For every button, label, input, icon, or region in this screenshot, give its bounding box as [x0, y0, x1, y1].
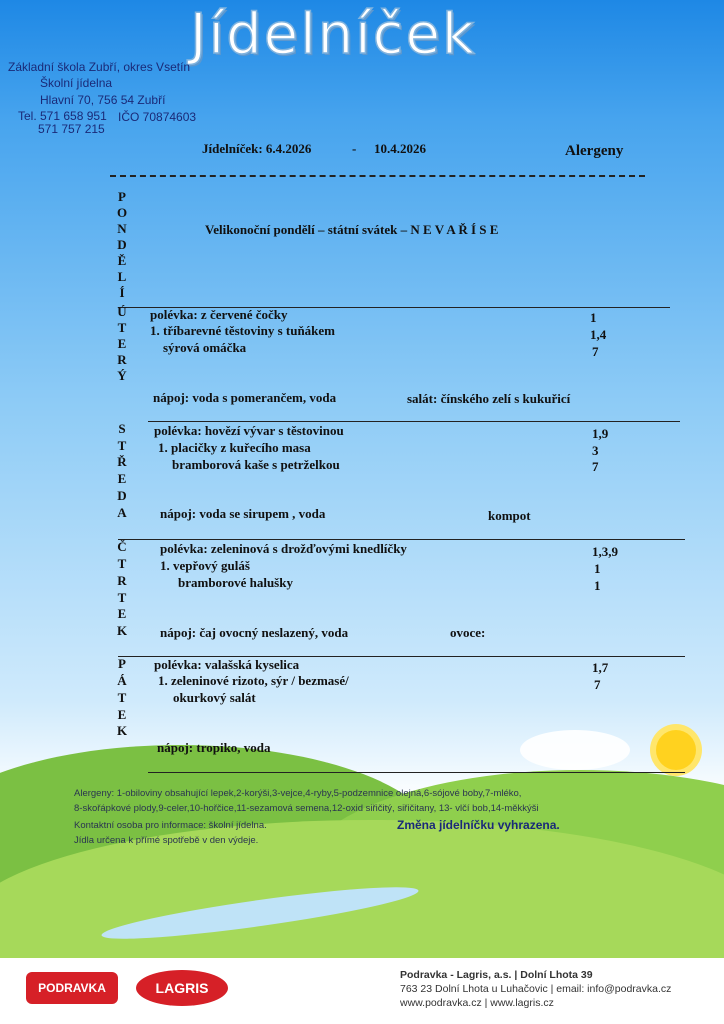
- drink-item: nápoj: voda s pomerančem, voda: [153, 390, 337, 405]
- school-phone2: 571 757 215: [38, 122, 105, 136]
- allergen-legend: Alergeny: 1-obiloviny obsahující lepek,2-korýši,3-vejce,4-ryby,5-podzemnice olejná,6-sójové boby,7-mléko,: [74, 788, 522, 799]
- served-note: Jídla určena k přímé spotřebě v den výdeje.: [74, 835, 259, 846]
- day-letter: Ě: [117, 253, 127, 268]
- day-divider: [148, 772, 685, 773]
- allergen-soup: 1,7: [592, 660, 609, 675]
- podravka-logo: PODRAVKA: [26, 972, 118, 1004]
- day-letter: T: [117, 438, 127, 453]
- side-dish: bramborová kaše s petrželkou: [172, 457, 340, 472]
- day-letter: T: [117, 590, 127, 605]
- allergen-side: 7: [592, 344, 599, 359]
- day-letter: Č: [117, 539, 127, 554]
- day-letter: E: [117, 471, 127, 486]
- day-letter: T: [117, 690, 127, 705]
- day-letter: O: [116, 205, 128, 220]
- school-name: Základní škola Zubří, okres Vsetín: [8, 60, 191, 74]
- soup-item: polévka: hovězí vývar s těstovinou: [154, 423, 344, 438]
- side-dish: bramborové halušky: [178, 575, 293, 590]
- drink-item: nápoj: voda se sirupem , voda: [160, 506, 326, 521]
- kitchen-note: Kontaktní osoba pro informace: školní jídelna.: [74, 820, 267, 831]
- allergen-main: 3: [592, 443, 599, 458]
- side-dish: sýrová omáčka: [163, 340, 247, 355]
- holiday-note: Velikonoční pondělí – státní svátek – N E V A Ř Í S E: [205, 222, 499, 237]
- day-letter: Í: [119, 285, 125, 300]
- day-letter: R: [117, 573, 127, 588]
- extra-item: salát: čínského zelí s kukuřicí: [407, 391, 571, 406]
- soup-item: polévka: zeleninová s drožďovými knedlíčky: [160, 541, 407, 556]
- soup-item: polévka: valašská kyselica: [154, 657, 300, 672]
- allergen-side: 1: [594, 578, 601, 593]
- allergen-legend: 8-skořápkové plody,9-celer,10-hořčice,11-sezamová semena,12-oxid siřičitý, siřičitany, 13- vlčí bob,14-měkkýši: [74, 803, 539, 814]
- menu-period-end: 10.4.2026: [374, 141, 426, 156]
- day-letter: E: [117, 707, 127, 722]
- company-web: www.podravka.cz | www.lagris.cz: [400, 997, 554, 1009]
- extra-item: kompot: [488, 508, 531, 523]
- day-letter: Ř: [117, 454, 127, 469]
- day-letter: K: [116, 623, 128, 638]
- allergen-main: 1: [594, 561, 601, 576]
- allergen-soup: 1,9: [592, 426, 609, 441]
- day-letter: T: [117, 320, 127, 335]
- day-letter: D: [117, 237, 127, 252]
- allergen-side: 7: [592, 459, 599, 474]
- main-dish: 1. placičky z kuřecího masa: [158, 440, 311, 455]
- day-divider: [118, 539, 685, 540]
- school-address: Hlavní 70, 756 54 Zubří: [40, 93, 166, 107]
- day-letter: T: [117, 556, 127, 571]
- header-divider: [110, 175, 645, 177]
- page-footer: [0, 958, 724, 1024]
- allergen-main: 1,4: [590, 327, 607, 342]
- day-letter: N: [117, 221, 127, 236]
- side-dish: okurkový salát: [173, 690, 256, 705]
- day-letter: A: [117, 505, 127, 520]
- school-ico: IČO 70874603: [118, 110, 197, 124]
- day-letter: S: [118, 421, 126, 436]
- drink-item: nápoj: tropiko, voda: [157, 740, 271, 755]
- allergens-header: Alergeny: [565, 143, 624, 159]
- menu-period-separator: -: [352, 141, 357, 156]
- day-letter: Ú: [117, 304, 127, 319]
- allergen-soup: 1: [590, 310, 597, 325]
- day-letter: Á: [117, 673, 127, 688]
- day-letter: K: [116, 723, 128, 738]
- page-title: Jídelníček: [190, 2, 477, 67]
- school-dept: Školní jídelna: [40, 76, 113, 90]
- day-letter: E: [117, 336, 127, 351]
- main-dish: 1. zeleninové rizoto, sýr / bezmasé/: [158, 673, 349, 688]
- soup-item: polévka: z červené čočky: [150, 307, 288, 322]
- company-address: Podravka - Lagris, a.s. | Dolní Lhota 39: [400, 969, 593, 981]
- day-letter: L: [117, 269, 127, 284]
- school-phone: Tel. 571 658 951: [18, 109, 107, 123]
- main-dish: 1. vepřový guláš: [160, 558, 250, 573]
- day-letter: P: [118, 656, 126, 671]
- drink-item: nápoj: čaj ovocný neslazený, voda: [160, 625, 349, 640]
- day-letter: Ý: [117, 368, 127, 383]
- day-letter: P: [118, 189, 126, 204]
- change-notice: Změna jídelníčku vyhrazena.: [397, 818, 560, 832]
- day-letter: E: [117, 606, 127, 621]
- allergen-main: 7: [594, 677, 601, 692]
- day-divider: [148, 421, 680, 422]
- cloud: [520, 730, 630, 770]
- allergen-soup: 1,3,9: [592, 544, 618, 559]
- menu-period-label: Jídelníček: 6.4.2026: [202, 141, 312, 156]
- day-letter: D: [117, 488, 127, 503]
- company-contact: 763 23 Dolní Lhota u Luhačovic | email: info@podravka.cz: [400, 983, 672, 995]
- main-dish: 1. tříbarevné těstoviny s tuňákem: [150, 323, 336, 338]
- sun-icon: [656, 730, 696, 770]
- day-letter: R: [117, 352, 127, 367]
- lagris-logo: LAGRIS: [136, 970, 228, 1006]
- extra-item: ovoce:: [450, 625, 486, 640]
